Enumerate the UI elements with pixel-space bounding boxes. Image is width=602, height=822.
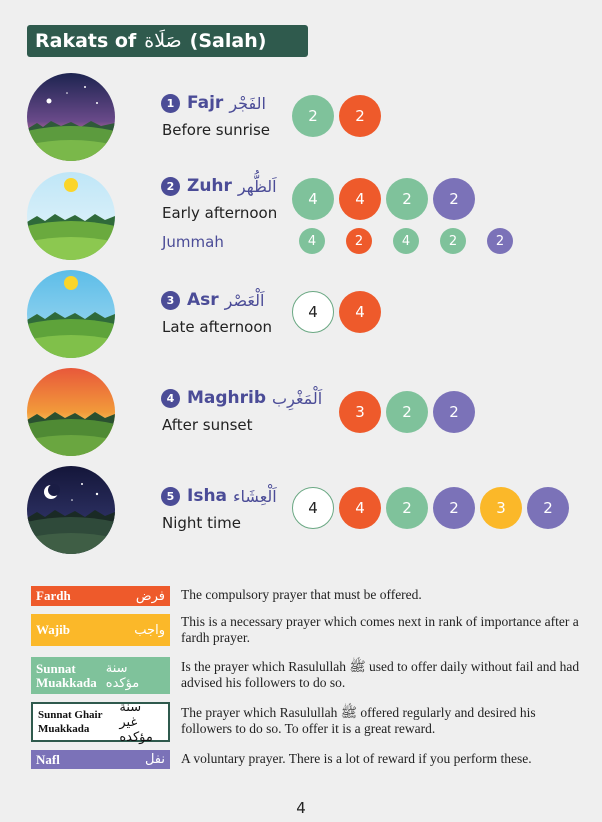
rakat-circle-fardh: 4 xyxy=(339,487,381,529)
legend-label: Sunnat Muakkada xyxy=(36,660,97,690)
rakat-circle-sunnat: 2 xyxy=(386,178,428,220)
rakat-circle-sunnat: 2 xyxy=(386,391,428,433)
prayer-name xyxy=(161,486,277,506)
legend-description: The prayer which Rasulullah ﷺ offered regularly and desired his followers to do so. To offer it is a great reward. xyxy=(181,705,536,736)
legend-tag-nafl xyxy=(31,750,170,769)
legend-tag-sunnat-ghair-muakkada xyxy=(31,699,170,745)
title-prefix: Rakats of xyxy=(35,30,137,52)
prayer-name-text: Fajr xyxy=(187,93,224,113)
rakat-circle-nafl: 2 xyxy=(487,228,513,254)
legend-description: The compulsory prayer that must be offered. xyxy=(181,587,422,602)
rakat-circles xyxy=(292,95,381,137)
rakat-circle-fardh: 3 xyxy=(339,391,381,433)
legend-label: Fardh xyxy=(36,588,71,603)
sunset-scene-icon xyxy=(27,368,115,456)
prayer-time: After sunset xyxy=(162,416,253,434)
rakat-circle-ghair: 4 xyxy=(292,291,334,333)
rakat-circle-sunnat: 4 xyxy=(292,178,334,220)
rakat-circle-nafl: 2 xyxy=(527,487,569,529)
rakat-circle-wajib: 3 xyxy=(480,487,522,529)
prayer-name-arabic: اَلْمَغْرِب xyxy=(272,388,323,408)
jummah-label: Jummah xyxy=(162,233,224,251)
rakat-circles xyxy=(292,178,475,220)
rakat-circle-fardh: 4 xyxy=(339,291,381,333)
legend-tag-fardh xyxy=(31,586,170,606)
legend-description: A voluntary prayer. There is a lot of reward if you perform these. xyxy=(181,751,532,766)
prayer-number: 5 xyxy=(161,487,180,506)
prayer-name-arabic: اَلْعِشَاء xyxy=(233,486,277,506)
night-scene-icon xyxy=(27,466,115,554)
rakat-circle-fardh: 4 xyxy=(339,178,381,220)
prayer-name-arabic: اَلْعَصْر xyxy=(224,290,265,310)
rakat-circle-sunnat: 2 xyxy=(386,487,428,529)
prayer-number: 1 xyxy=(161,94,180,113)
prayer-name-text: Zuhr xyxy=(187,176,232,196)
legend-label: Sunnat Ghair Muakkada xyxy=(38,709,103,735)
rakat-circle-sunnat: 2 xyxy=(440,228,466,254)
legend-tag-wajib xyxy=(31,614,170,646)
prayer-number: 3 xyxy=(161,291,180,310)
rakat-circle-fardh: 2 xyxy=(346,228,372,254)
legend-arabic: سنة مؤكده xyxy=(105,660,140,691)
prayer-time: Early afternoon xyxy=(162,204,278,222)
legend-arabic: واجب xyxy=(134,622,165,638)
prayer-time: Late afternoon xyxy=(162,318,273,336)
prayer-time: Night time xyxy=(162,514,241,532)
prayer-time: Before sunrise xyxy=(162,121,271,139)
rakat-circle-fardh: 2 xyxy=(339,95,381,137)
prayer-name xyxy=(161,93,266,113)
rakat-circles xyxy=(339,391,475,433)
afternoon-scene-icon xyxy=(27,270,115,358)
prayer-name-text: Asr xyxy=(187,290,219,310)
jummah-rakat-circles xyxy=(299,228,513,254)
rakat-circle-nafl: 2 xyxy=(433,178,475,220)
prayer-name xyxy=(161,176,277,196)
rakat-circles xyxy=(292,487,569,529)
title-arabic: صَلَاة xyxy=(144,30,182,52)
legend-tag-sunnat-muakkada xyxy=(31,657,170,694)
prayer-name-text: Maghrib xyxy=(187,388,267,408)
rakat-circle-nafl: 2 xyxy=(433,487,475,529)
prayer-name-text: Isha xyxy=(187,486,228,506)
page-title xyxy=(27,25,308,57)
legend-arabic: فرض xyxy=(135,588,165,604)
legend-description: This is a necessary prayer which comes next in rank of importance after a fardh prayer. xyxy=(181,614,579,645)
title-suffix: (Salah) xyxy=(189,30,267,52)
noon-scene-icon xyxy=(27,172,115,260)
prayer-name-arabic: اَلظُّهر xyxy=(237,176,277,196)
legend-arabic: نفل xyxy=(144,752,165,767)
prayer-number: 2 xyxy=(161,177,180,196)
prayer-name xyxy=(161,290,264,310)
page-number: 4 xyxy=(296,799,306,817)
rakat-circle-nafl: 2 xyxy=(433,391,475,433)
rakat-circle-sunnat: 2 xyxy=(292,95,334,137)
dawn-scene-icon xyxy=(27,73,115,161)
rakat-circle-ghair: 4 xyxy=(292,487,334,529)
rakat-circles xyxy=(292,291,381,333)
legend-label: Wajib xyxy=(36,622,70,637)
legend-description: Is the prayer which Rasulullah ﷺ used to offer daily without fail and had advised his followers to do so. xyxy=(181,659,580,690)
legend-label: Nafl xyxy=(36,751,60,767)
prayer-name-arabic: الفَجْر xyxy=(229,93,266,113)
prayer-number: 4 xyxy=(161,389,180,408)
prayer-name xyxy=(161,388,322,408)
rakat-circle-sunnat: 4 xyxy=(393,228,419,254)
legend-arabic: سنة غير مؤكده xyxy=(119,699,153,745)
rakat-circle-sunnat: 4 xyxy=(299,228,325,254)
